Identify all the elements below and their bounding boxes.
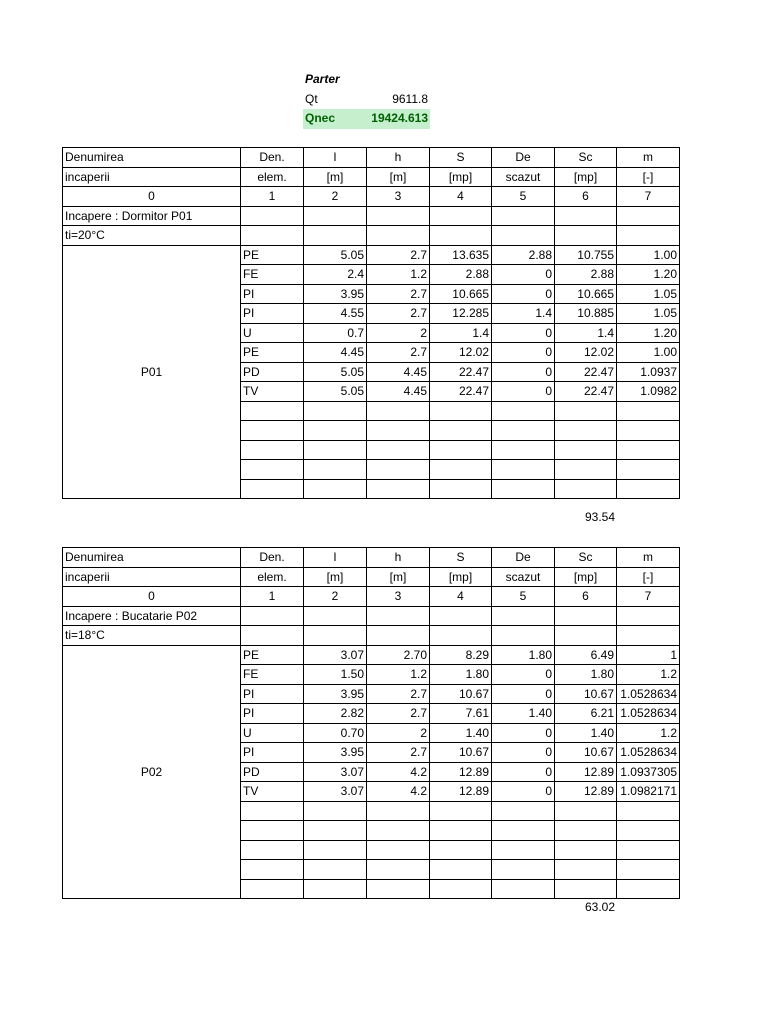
value-cell: 0 xyxy=(492,665,555,685)
value-cell xyxy=(617,401,680,421)
value-cell: 12.89 xyxy=(555,782,617,802)
element-type: PE xyxy=(241,645,304,665)
value-cell: 8.29 xyxy=(430,645,492,665)
value-cell: 1.0528634 xyxy=(617,743,680,763)
qnec-row xyxy=(303,109,430,129)
value-cell xyxy=(430,821,492,841)
element-type xyxy=(241,440,304,460)
value-cell: 10.885 xyxy=(555,304,617,324)
value-cell: 1.40 xyxy=(492,704,555,724)
value-cell: 12.02 xyxy=(555,343,617,363)
header-row xyxy=(63,167,680,187)
value-cell: 12.285 xyxy=(430,304,492,324)
value-cell xyxy=(617,421,680,441)
element-type xyxy=(241,879,304,899)
value-cell xyxy=(555,440,617,460)
room-temperature: ti=18°C xyxy=(63,626,241,646)
value-cell xyxy=(367,401,430,421)
element-type: PI xyxy=(241,704,304,724)
value-cell: 1.2 xyxy=(617,665,680,685)
value-cell: 1.0528634 xyxy=(617,684,680,704)
element-type: U xyxy=(241,323,304,343)
qnec-label: Qnec xyxy=(305,111,336,125)
value-cell: 10.67 xyxy=(430,743,492,763)
room-table-p02 xyxy=(62,547,680,899)
value-cell: 0 xyxy=(492,684,555,704)
header-cell: [m] xyxy=(367,567,430,587)
value-cell: 1.4 xyxy=(430,323,492,343)
room-total-p02: 63.02 xyxy=(584,900,616,914)
empty-cell xyxy=(241,606,304,626)
header-cell: scazut xyxy=(492,567,555,587)
empty-cell xyxy=(617,626,680,646)
value-cell: 6.21 xyxy=(555,704,617,724)
room-temperature: ti=20°C xyxy=(63,226,241,246)
empty-cell xyxy=(430,626,492,646)
value-cell: 1.2 xyxy=(367,265,430,285)
temperature-row xyxy=(63,226,680,246)
value-cell: 2.7 xyxy=(367,704,430,724)
header-cell: S xyxy=(430,148,492,168)
temperature-row xyxy=(63,626,680,646)
element-type xyxy=(241,860,304,880)
header-row xyxy=(63,587,680,607)
empty-cell xyxy=(367,626,430,646)
value-cell: 2.70 xyxy=(367,645,430,665)
value-cell xyxy=(304,879,367,899)
value-cell: 10.67 xyxy=(555,684,617,704)
element-type xyxy=(241,821,304,841)
header-cell: Sc xyxy=(555,148,617,168)
header-cell: [-] xyxy=(617,167,680,187)
empty-cell xyxy=(241,226,304,246)
header-cell: Den. xyxy=(241,548,304,568)
element-type: FE xyxy=(241,665,304,685)
value-cell: 0.7 xyxy=(304,323,367,343)
value-cell xyxy=(617,840,680,860)
room-label: P01 xyxy=(63,245,241,499)
header-cell: [mp] xyxy=(555,567,617,587)
value-cell xyxy=(367,840,430,860)
header-cell: De xyxy=(492,148,555,168)
header-cell: 2 xyxy=(304,587,367,607)
value-cell xyxy=(430,860,492,880)
value-cell: 0.70 xyxy=(304,723,367,743)
value-cell: 4.45 xyxy=(367,382,430,402)
value-cell: 5.05 xyxy=(304,382,367,402)
empty-cell xyxy=(241,206,304,226)
value-cell: 2.7 xyxy=(367,684,430,704)
value-cell xyxy=(555,840,617,860)
value-cell: 1.0982171 xyxy=(617,782,680,802)
element-type: U xyxy=(241,723,304,743)
empty-cell xyxy=(367,206,430,226)
value-cell: 2.7 xyxy=(367,245,430,265)
value-cell: 10.67 xyxy=(430,684,492,704)
header-cell: [m] xyxy=(304,167,367,187)
room-name: Incapere : Bucatarie P02 xyxy=(63,606,241,626)
value-cell xyxy=(492,840,555,860)
value-cell xyxy=(367,801,430,821)
header-cell: [m] xyxy=(367,167,430,187)
value-cell xyxy=(492,801,555,821)
value-cell: 2.88 xyxy=(492,245,555,265)
value-cell: 3.07 xyxy=(304,782,367,802)
value-cell xyxy=(430,879,492,899)
value-cell xyxy=(304,401,367,421)
value-cell: 4.45 xyxy=(304,343,367,363)
header-cell: l xyxy=(304,148,367,168)
value-cell xyxy=(555,479,617,499)
header-cell: 3 xyxy=(367,187,430,207)
value-cell: 2.88 xyxy=(555,265,617,285)
header-cell: h xyxy=(367,548,430,568)
element-type: TV xyxy=(241,382,304,402)
value-cell xyxy=(430,840,492,860)
header-cell: 0 xyxy=(63,587,241,607)
element-type: PI xyxy=(241,743,304,763)
value-cell xyxy=(492,440,555,460)
value-cell xyxy=(430,460,492,480)
element-type xyxy=(241,801,304,821)
room-row xyxy=(63,206,680,226)
value-cell: 1 xyxy=(617,645,680,665)
value-cell xyxy=(492,401,555,421)
empty-cell xyxy=(555,206,617,226)
element-type xyxy=(241,460,304,480)
header-cell: incaperii xyxy=(63,567,241,587)
header-cell: Denumirea xyxy=(63,548,241,568)
header-cell: m xyxy=(617,148,680,168)
empty-cell xyxy=(555,626,617,646)
room-table-p01 xyxy=(62,147,680,499)
value-cell: 1.0937305 xyxy=(617,762,680,782)
value-cell: 0 xyxy=(492,343,555,363)
header-cell: 6 xyxy=(555,187,617,207)
element-type: TV xyxy=(241,782,304,802)
value-cell: 3.07 xyxy=(304,762,367,782)
value-cell: 1.05 xyxy=(617,284,680,304)
header-cell: elem. xyxy=(241,167,304,187)
value-cell xyxy=(555,460,617,480)
value-cell: 7.61 xyxy=(430,704,492,724)
value-cell xyxy=(430,421,492,441)
empty-cell xyxy=(617,206,680,226)
value-cell xyxy=(304,801,367,821)
value-cell xyxy=(617,479,680,499)
value-cell: 0 xyxy=(492,382,555,402)
qt-label: Qt xyxy=(305,91,318,106)
header-cell: S xyxy=(430,548,492,568)
value-cell xyxy=(304,460,367,480)
value-cell: 2.82 xyxy=(304,704,367,724)
value-cell: 1.20 xyxy=(617,265,680,285)
value-cell: 22.47 xyxy=(430,362,492,382)
value-cell xyxy=(617,860,680,880)
value-cell xyxy=(555,860,617,880)
element-type: PE xyxy=(241,245,304,265)
value-cell xyxy=(492,879,555,899)
value-cell: 12.89 xyxy=(430,762,492,782)
value-cell: 3.95 xyxy=(304,743,367,763)
value-cell: 1.05 xyxy=(617,304,680,324)
value-cell: 5.05 xyxy=(304,362,367,382)
value-cell: 1.0982 xyxy=(617,382,680,402)
header-cell: 0 xyxy=(63,187,241,207)
value-cell: 0 xyxy=(492,743,555,763)
value-cell xyxy=(367,421,430,441)
header-cell: m xyxy=(617,548,680,568)
value-cell: 1.00 xyxy=(617,343,680,363)
empty-cell xyxy=(430,606,492,626)
value-cell: 2.7 xyxy=(367,343,430,363)
value-cell: 22.47 xyxy=(555,362,617,382)
value-cell: 4.45 xyxy=(367,362,430,382)
header-cell: l xyxy=(304,548,367,568)
value-cell xyxy=(367,879,430,899)
header-cell: 6 xyxy=(555,587,617,607)
header-cell: [mp] xyxy=(430,567,492,587)
header-cell: Denumirea xyxy=(63,148,241,168)
empty-cell xyxy=(430,206,492,226)
value-cell: 0 xyxy=(492,284,555,304)
summary-title: Parter xyxy=(305,72,340,86)
header-cell: 2 xyxy=(304,187,367,207)
header-cell: Sc xyxy=(555,548,617,568)
empty-cell xyxy=(304,206,367,226)
empty-cell xyxy=(367,226,430,246)
empty-cell xyxy=(304,626,367,646)
value-cell: 2.7 xyxy=(367,304,430,324)
value-cell xyxy=(430,401,492,421)
value-cell: 10.755 xyxy=(555,245,617,265)
empty-cell xyxy=(492,226,555,246)
header-row xyxy=(63,548,680,568)
empty-cell xyxy=(367,606,430,626)
value-cell: 0 xyxy=(492,265,555,285)
value-cell: 1.20 xyxy=(617,323,680,343)
room-label: P02 xyxy=(63,645,241,899)
empty-cell xyxy=(492,626,555,646)
header-cell: 5 xyxy=(492,187,555,207)
header-cell: 1 xyxy=(241,587,304,607)
header-cell: scazut xyxy=(492,167,555,187)
value-cell: 3.95 xyxy=(304,684,367,704)
value-cell: 1.50 xyxy=(304,665,367,685)
value-cell xyxy=(367,479,430,499)
value-cell xyxy=(367,440,430,460)
value-cell: 0 xyxy=(492,362,555,382)
value-cell xyxy=(304,421,367,441)
table-row xyxy=(63,645,680,665)
value-cell: 4.2 xyxy=(367,782,430,802)
value-cell: 1.80 xyxy=(492,645,555,665)
value-cell: 2 xyxy=(367,723,430,743)
header-cell: 4 xyxy=(430,587,492,607)
header-row xyxy=(63,567,680,587)
value-cell: 12.89 xyxy=(555,762,617,782)
header-cell: [-] xyxy=(617,567,680,587)
value-cell xyxy=(430,440,492,460)
value-cell xyxy=(492,479,555,499)
header-cell: Den. xyxy=(241,148,304,168)
value-cell xyxy=(617,821,680,841)
value-cell: 0 xyxy=(492,762,555,782)
header-cell: 4 xyxy=(430,187,492,207)
value-cell: 0 xyxy=(492,323,555,343)
value-cell xyxy=(555,421,617,441)
value-cell: 1.00 xyxy=(617,245,680,265)
value-cell xyxy=(617,801,680,821)
room-total-p01: 93.54 xyxy=(584,510,616,524)
value-cell xyxy=(430,479,492,499)
value-cell xyxy=(555,879,617,899)
value-cell xyxy=(304,821,367,841)
element-type xyxy=(241,479,304,499)
header-cell: [mp] xyxy=(555,167,617,187)
value-cell xyxy=(492,860,555,880)
value-cell xyxy=(555,401,617,421)
value-cell: 6.49 xyxy=(555,645,617,665)
value-cell xyxy=(430,801,492,821)
header-row xyxy=(63,148,680,168)
header-cell: 3 xyxy=(367,587,430,607)
element-type: PI xyxy=(241,684,304,704)
value-cell: 1.4 xyxy=(492,304,555,324)
value-cell: 10.665 xyxy=(555,284,617,304)
element-type: PE xyxy=(241,343,304,363)
element-type xyxy=(241,840,304,860)
element-type: PD xyxy=(241,762,304,782)
header-cell: De xyxy=(492,548,555,568)
empty-cell xyxy=(555,606,617,626)
empty-cell xyxy=(304,606,367,626)
value-cell xyxy=(617,879,680,899)
value-cell xyxy=(367,860,430,880)
value-cell xyxy=(304,840,367,860)
empty-cell xyxy=(304,226,367,246)
element-type: FE xyxy=(241,265,304,285)
empty-cell xyxy=(241,626,304,646)
value-cell: 1.0937 xyxy=(617,362,680,382)
value-cell: 22.47 xyxy=(555,382,617,402)
empty-cell xyxy=(430,226,492,246)
value-cell xyxy=(304,440,367,460)
value-cell: 13.635 xyxy=(430,245,492,265)
value-cell xyxy=(492,460,555,480)
table-row xyxy=(63,245,680,265)
value-cell: 1.40 xyxy=(555,723,617,743)
value-cell xyxy=(492,421,555,441)
element-type: PD xyxy=(241,362,304,382)
value-cell: 2.7 xyxy=(367,284,430,304)
header-cell: 7 xyxy=(617,587,680,607)
element-type: PI xyxy=(241,304,304,324)
qt-row xyxy=(303,90,430,110)
element-type xyxy=(241,421,304,441)
value-cell xyxy=(555,801,617,821)
header-cell: h xyxy=(367,148,430,168)
value-cell: 5.05 xyxy=(304,245,367,265)
value-cell: 2 xyxy=(367,323,430,343)
empty-cell xyxy=(492,606,555,626)
value-cell xyxy=(304,479,367,499)
value-cell xyxy=(367,821,430,841)
value-cell: 4.2 xyxy=(367,762,430,782)
header-row xyxy=(63,187,680,207)
value-cell: 10.665 xyxy=(430,284,492,304)
empty-cell xyxy=(492,206,555,226)
value-cell: 2.88 xyxy=(430,265,492,285)
value-cell xyxy=(617,440,680,460)
header-cell: [m] xyxy=(304,567,367,587)
value-cell: 1.40 xyxy=(430,723,492,743)
value-cell: 3.07 xyxy=(304,645,367,665)
value-cell: 0 xyxy=(492,723,555,743)
value-cell xyxy=(492,821,555,841)
value-cell: 1.80 xyxy=(555,665,617,685)
summary-title-row xyxy=(303,70,430,90)
room-row xyxy=(63,606,680,626)
value-cell: 3.95 xyxy=(304,284,367,304)
value-cell: 12.02 xyxy=(430,343,492,363)
header-cell: elem. xyxy=(241,567,304,587)
value-cell: 2.4 xyxy=(304,265,367,285)
value-cell: 0 xyxy=(492,782,555,802)
header-cell: [mp] xyxy=(430,167,492,187)
qt-value: 9611.8 xyxy=(392,91,428,106)
value-cell: 10.67 xyxy=(555,743,617,763)
value-cell: 4.55 xyxy=(304,304,367,324)
value-cell xyxy=(617,460,680,480)
header-cell: incaperii xyxy=(63,167,241,187)
empty-cell xyxy=(555,226,617,246)
value-cell: 22.47 xyxy=(430,382,492,402)
value-cell xyxy=(304,860,367,880)
value-cell xyxy=(555,821,617,841)
value-cell: 1.0528634 xyxy=(617,704,680,724)
value-cell: 1.2 xyxy=(617,723,680,743)
header-cell: 7 xyxy=(617,187,680,207)
value-cell: 1.4 xyxy=(555,323,617,343)
value-cell xyxy=(367,460,430,480)
element-type xyxy=(241,401,304,421)
empty-cell xyxy=(617,226,680,246)
value-cell: 2.7 xyxy=(367,743,430,763)
room-name: Incapere : Dormitor P01 xyxy=(63,206,241,226)
value-cell: 1.2 xyxy=(367,665,430,685)
qnec-value: 19424.613 xyxy=(371,111,428,125)
value-cell: 1.80 xyxy=(430,665,492,685)
element-type: PI xyxy=(241,284,304,304)
value-cell: 12.89 xyxy=(430,782,492,802)
header-cell: 1 xyxy=(241,187,304,207)
empty-cell xyxy=(617,606,680,626)
summary-block xyxy=(303,70,430,129)
header-cell: 5 xyxy=(492,587,555,607)
